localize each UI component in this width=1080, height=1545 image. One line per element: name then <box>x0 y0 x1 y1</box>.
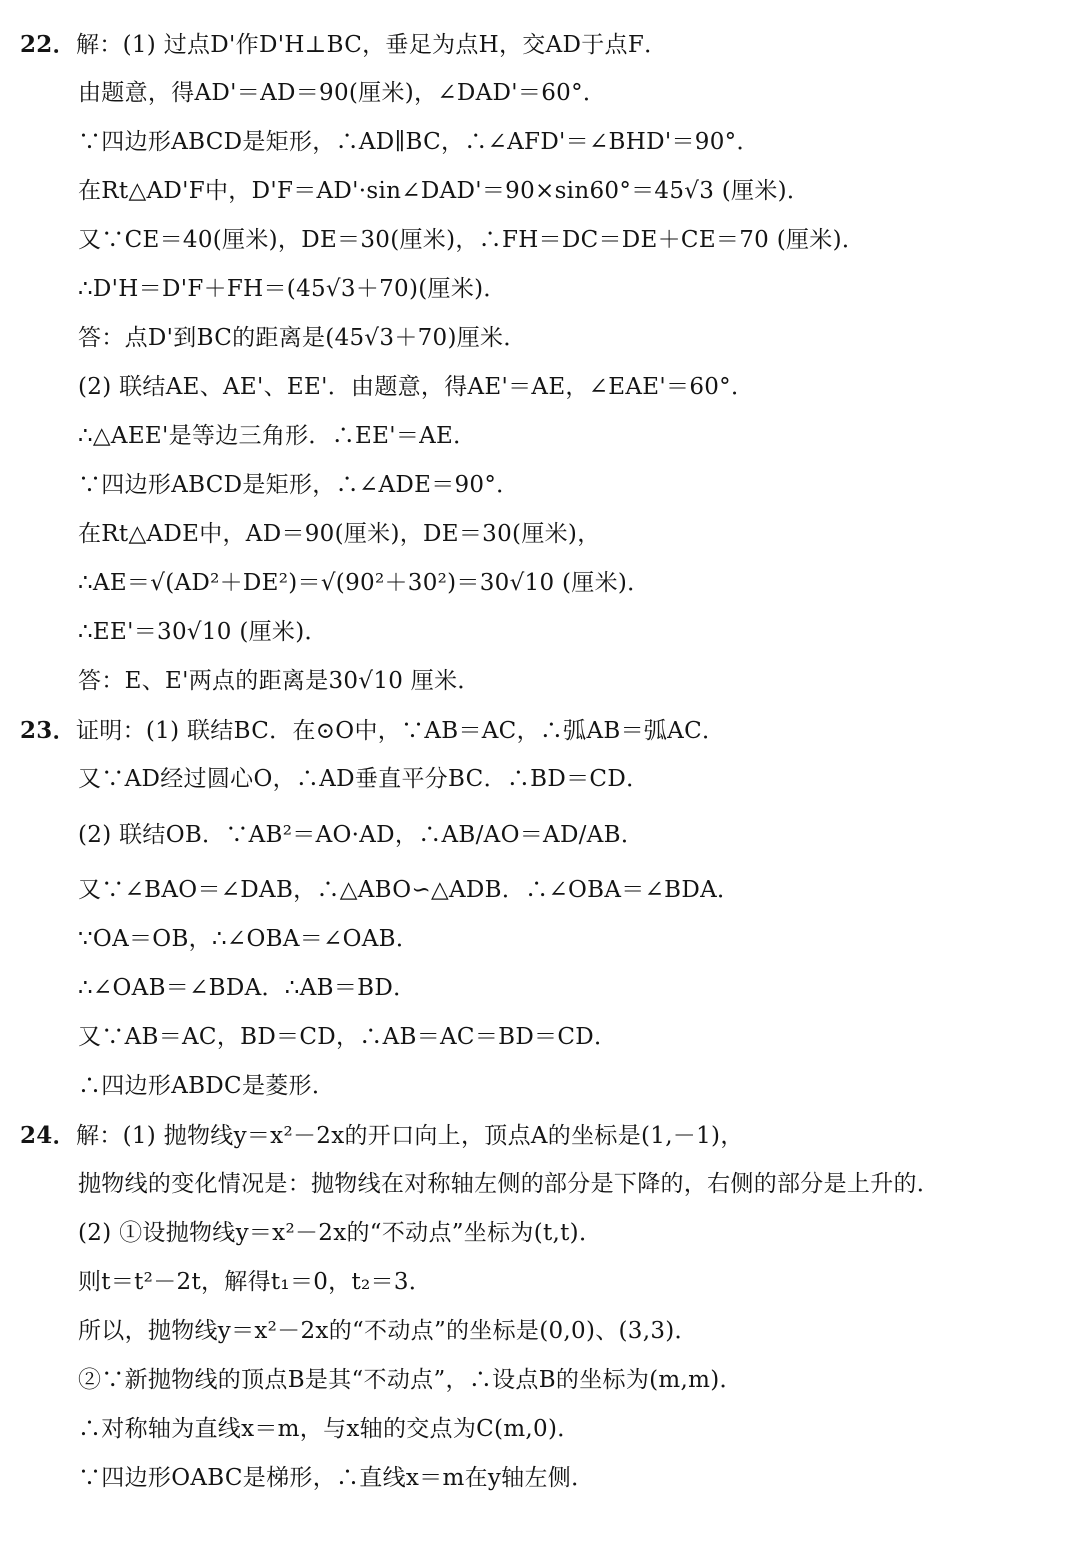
p22-line-7: 答：点D'到BC的距离是(45√3＋70)厘米． <box>78 325 527 351</box>
p24-line-8: ∵四边形OABC是梯形，∴直线x＝m在y轴左侧． <box>78 1465 595 1491</box>
p23-line-1 <box>20 706 1056 755</box>
p22-line-6: ∴D'H＝D'F＋FH＝(45√3＋70)(厘米)． <box>78 276 507 302</box>
p22-line-14: 答：E、E'两点的距离是30√10 厘米． <box>78 668 481 694</box>
p24-line-6: ②∵新抛物线的顶点B是其“不动点”，∴设点B的坐标为(m,m)． <box>78 1367 743 1393</box>
p23-line-7: 又∵AB＝AC，BD＝CD，∴AB＝AC＝BD＝CD． <box>78 1024 618 1050</box>
problem-24-number: 24． <box>20 1122 76 1149</box>
p23-line-2: 又∵AD经过圆心O，∴AD垂直平分BC．∴BD＝CD． <box>78 766 650 792</box>
p23-line-3: (2) 联结OB．∵AB²＝AO·AD，∴AB/AO＝AD/AB． <box>78 822 645 848</box>
p24-text-1: 解：(1) 抛物线y＝x²－2x的开口向上，顶点A的坐标是(1,－1)， <box>76 1123 744 1149</box>
p23-line-6: ∴∠OAB＝∠BDA．∴AB＝BD． <box>78 975 417 1001</box>
p22-line-10: ∵四边形ABCD是矩形，∴∠ADE＝90°． <box>78 472 520 498</box>
problem-22-number: 22． <box>20 31 76 58</box>
p22-line-4: 在Rt△AD'F中，D'F＝AD'·sin∠DAD'＝90×sin60°＝45√3 (厘米)． <box>78 178 811 204</box>
p23-text-1: 证明：(1) 联结BC．在⊙O中，∵AB＝AC，∴弧AB＝弧AC． <box>76 718 726 744</box>
p22-text-1: 解：(1) 过点D'作D'H⊥BC，垂足为点H，交AD于点F． <box>76 32 668 58</box>
p22-line-3: ∵四边形ABCD是矩形，∴AD∥BC，∴∠AFD'＝∠BHD'＝90°． <box>78 129 760 155</box>
p24-line-1 <box>20 1111 1056 1160</box>
p24-line-7: ∴对称轴为直线x＝m，与x轴的交点为C(m,0)． <box>78 1416 581 1442</box>
problem-23-number: 23． <box>20 717 76 744</box>
p22-line-11: 在Rt△ADE中，AD＝90(厘米)，DE＝30(厘米)， <box>78 521 601 547</box>
p24-line-4: 则t＝t²－2t，解得t₁＝0，t₂＝3． <box>78 1269 433 1295</box>
p22-line-9: ∴△AEE'是等边三角形．∴EE'＝AE． <box>78 423 477 449</box>
p22-line-2: 由题意，得AD'＝AD＝90(厘米)，∠DAD'＝60°． <box>78 80 607 106</box>
p22-line-1 <box>20 20 1056 69</box>
p23-line-4: 又∵∠BAO＝∠DAB，∴△ABO∽△ADB．∴∠OBA＝∠BDA． <box>78 877 741 903</box>
p24-line-3: (2) ①设抛物线y＝x²－2x的“不动点”坐标为(t,t)． <box>78 1220 603 1246</box>
p23-line-8: ∴四边形ABDC是菱形． <box>78 1073 336 1099</box>
p22-line-5: 又∵CE＝40(厘米)，DE＝30(厘米)，∴FH＝DC＝DE＋CE＝70 (厘米)． <box>78 227 866 253</box>
p24-line-5: 所以，抛物线y＝x²－2x的“不动点”的坐标是(0,0)、(3,3)． <box>78 1318 698 1344</box>
p22-line-12: ∴AE＝√(AD²＋DE²)＝√(90²＋30²)＝30√10 (厘米)． <box>78 570 651 596</box>
p22-line-8: (2) 联结AE、AE'、EE'．由题意，得AE'＝AE，∠EAE'＝60°． <box>78 374 755 400</box>
p24-line-2: 抛物线的变化情况是：抛物线在对称轴左侧的部分是下降的，右侧的部分是上升的． <box>78 1171 941 1197</box>
p22-line-13: ∴EE'＝30√10 (厘米)． <box>78 619 328 645</box>
p23-line-5: ∵OA＝OB，∴∠OBA＝∠OAB． <box>78 926 420 952</box>
